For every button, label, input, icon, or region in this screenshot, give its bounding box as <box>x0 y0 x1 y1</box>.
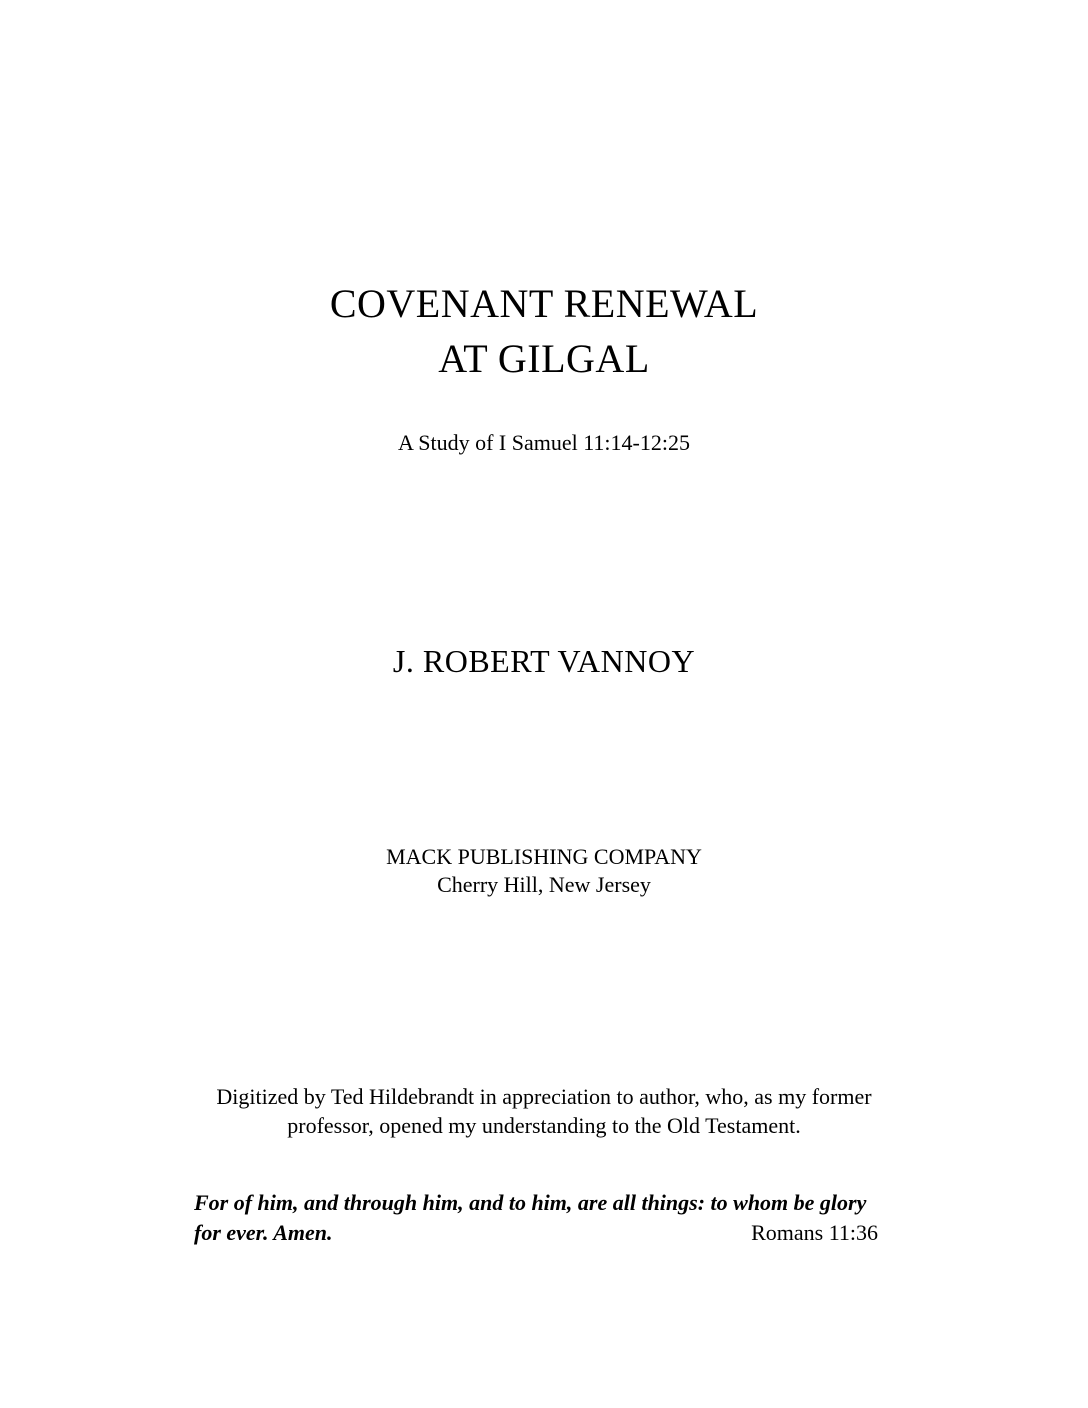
scripture-quote-line2: for ever. Amen. <box>194 1220 333 1245</box>
digitization-note-line2: professor, opened my understanding to the Old Testament. <box>287 1113 801 1138</box>
book-title <box>0 276 1088 386</box>
author-name: J. ROBERT VANNOY <box>392 643 696 679</box>
digitization-note-line1: Digitized by Ted Hildebrandt in appreciation to author, who, as my former <box>216 1084 872 1109</box>
publisher-location: Cherry Hill, New Jersey <box>437 872 651 897</box>
scripture-quote <box>194 1188 886 1248</box>
book-subtitle: A Study of I Samuel 11:14-12:25 <box>398 430 690 455</box>
book-title-line1: COVENANT RENEWAL <box>329 281 759 326</box>
publisher-block <box>0 843 1088 899</box>
scripture-reference: Romans 11:36 <box>751 1220 878 1245</box>
digitization-note <box>0 1082 1088 1140</box>
book-title-line2: AT GILGAL <box>438 336 650 381</box>
publisher-name: MACK PUBLISHING COMPANY <box>386 844 702 869</box>
scripture-quote-line1: For of him, and through him, and to him, are all things: to whom be glory <box>194 1190 867 1215</box>
